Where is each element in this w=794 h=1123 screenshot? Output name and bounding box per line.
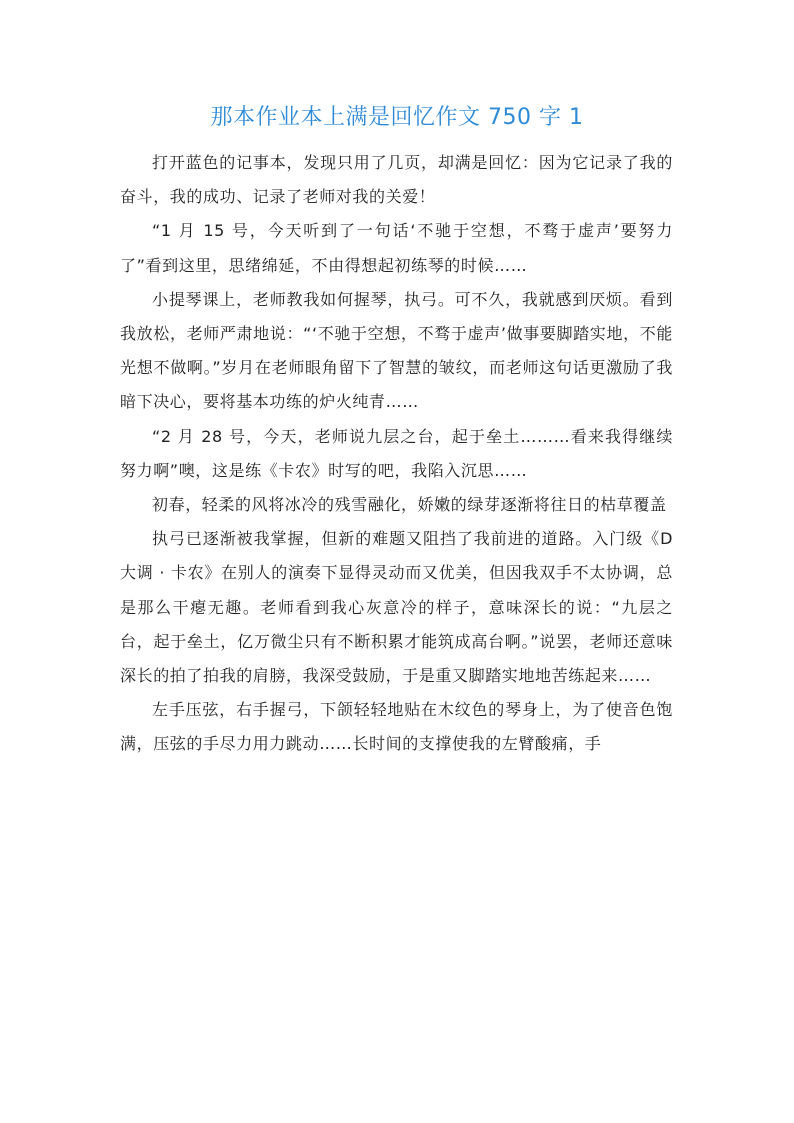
paragraph: “2 月 28 号，今天，老师说九层之台，起于垒土………看来我得继续努力啊”噢，这是练《卡农》时写的吧，我陷入沉思…… [120,426,673,480]
paragraph: 左手压弦，右手握弓，下颌轻轻地贴在木纹色的琴身上，为了使音色饱满，压弦的手尽力用力跳动……长时间的支撑使我的左臂酸痛，手 [120,700,673,754]
paragraph: 初春，轻柔的风将冰冷的残雪融化，娇嫩的绿芽逐渐将往日的枯草覆盖 [152,495,667,515]
paragraph: “1 月 15 号，今天听到了一句话‘不驰于空想，不骛于虚声’要努力了”看到这里，思绪绵延，不由得想起初练琴的时候…… [120,221,673,275]
document-body [120,146,673,762]
paragraph: 执弓已逐渐被我掌握，但新的难题又阻挡了我前进的道路。入门级《D 大调 · 卡农》在别人的演奏下显得灵动而又优美，但因我双手不太协调，总是那么干瘪无趣。老师看到我心灰意冷的样子，意味深长的说：“九层之台，起于垒土，亿万微尘只有不断积累才能筑成高台啊。”说罢，老师还意味深长的拍了拍我的肩膀，我深受鼓励，于是重又脚踏实地地苦练起来…… [120,529,673,686]
paragraph: 小提琴课上，老师教我如何握琴，执弓。可不久，我就感到厌烦。看到我放松，老师严肃地说：“‘不驰于空想，不骛于虚声’做事要脚踏实地，不能光想不做啊。”岁月在老师眼角留下了智慧的皱纹，而老师这句话更激励了我暗下决心，要将基本功练的炉火纯青…… [120,289,673,412]
paragraph: 打开蓝色的记事本，发现只用了几页，却满是回忆：因为它记录了我的奋斗，我的成功、记录了老师对我的关爱！ [120,153,673,207]
document-title: 那本作业本上满是回忆作文 750 字 1 [210,105,584,130]
